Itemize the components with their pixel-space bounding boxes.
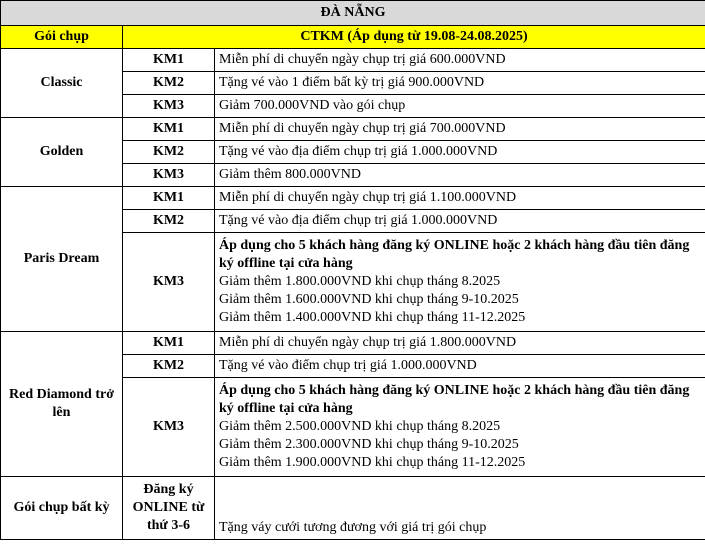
package-name-classic: Classic: [1, 49, 123, 118]
promo-detail-line: Giảm thêm 1.600.000VND khi chụp tháng 9-10.2025: [219, 292, 519, 307]
promo-code: KM3: [123, 378, 215, 477]
header-row: [1, 26, 705, 49]
promo-detail: [215, 233, 705, 332]
promo-code: KM2: [123, 141, 215, 164]
promo-detail-line: Giảm thêm 1.800.000VND khi chụp tháng 8.2025: [219, 274, 501, 289]
package-name-paris-dream: Paris Dream: [1, 187, 123, 332]
promo-detail: Miễn phí di chuyển ngày chụp trị giá 700.000VND: [215, 118, 705, 141]
promo-detail: [215, 378, 705, 477]
table-row: [1, 477, 705, 540]
table-row: [1, 332, 705, 355]
promo-code: KM2: [123, 355, 215, 378]
promo-code: KM3: [123, 95, 215, 118]
promo-detail: Miễn phí di chuyển ngày chụp trị giá 600.000VND: [215, 49, 705, 72]
promo-detail: Tặng vé vào 1 điểm bất kỳ trị giá 900.000VND: [215, 72, 705, 95]
promo-detail: Giảm thêm 800.000VND: [215, 164, 705, 187]
promo-detail-line: Giảm thêm 1.900.000VND khi chụp tháng 11-12.2025: [219, 455, 526, 470]
package-name-golden: Golden: [1, 118, 123, 187]
promo-detail-line: Giảm thêm 2.500.000VND khi chụp tháng 8.2025: [219, 419, 501, 434]
promo-detail-line: Giảm thêm 1.400.000VND khi chụp tháng 11-12.2025: [219, 310, 526, 325]
promo-detail-line: Giảm thêm 2.300.000VND khi chụp tháng 9-10.2025: [219, 437, 519, 452]
promo-detail: Giảm 700.000VND vào gói chụp: [215, 95, 705, 118]
promo-code: KM1: [123, 187, 215, 210]
promo-code: KM3: [123, 164, 215, 187]
promo-condition: Áp dụng cho 5 khách hàng đăng ký ONLINE hoặc 2 khách hàng đầu tiên đăng ký offline tại cửa hàng: [219, 238, 690, 271]
table-row: [1, 49, 705, 72]
promo-detail: Tặng vé vào địa điểm chụp trị giá 1.000.000VND: [215, 210, 705, 233]
title-row: [1, 1, 705, 26]
promo-code: KM2: [123, 210, 215, 233]
header-package: Gói chụp: [1, 26, 123, 49]
promo-detail: Tặng vé vào điểm chụp trị giá 1.000.000VND: [215, 355, 705, 378]
promo-condition: Áp dụng cho 5 khách hàng đăng ký ONLINE hoặc 2 khách hàng đầu tiên đăng ký offline tại cửa hàng: [219, 383, 690, 416]
promo-detail: Miễn phí di chuyển ngày chụp trị giá 1.100.000VND: [215, 187, 705, 210]
package-name-red-diamond: Red Diamond trở lên: [1, 332, 123, 477]
promo-detail: Miễn phí di chuyển ngày chụp trị giá 1.800.000VND: [215, 332, 705, 355]
promo-condition-online: Đăng ký ONLINE từ thứ 3-6: [123, 477, 215, 540]
promo-detail: Tặng vé vào địa điểm chụp trị giá 1.000.000VND: [215, 141, 705, 164]
header-promo: CTKM (Áp dụng từ 19.08-24.08.2025): [123, 26, 705, 49]
table-title: ĐÀ NẴNG: [1, 1, 705, 26]
promo-code: KM1: [123, 118, 215, 141]
promo-code: KM1: [123, 49, 215, 72]
promo-code: KM3: [123, 233, 215, 332]
package-name-any: Gói chụp bất kỳ: [1, 477, 123, 540]
promo-code: KM1: [123, 332, 215, 355]
promo-code: KM2: [123, 72, 215, 95]
promo-detail: Tặng váy cưới tương đương với giá trị gói chụp: [215, 477, 705, 540]
table-row: [1, 118, 705, 141]
table-row: [1, 187, 705, 210]
